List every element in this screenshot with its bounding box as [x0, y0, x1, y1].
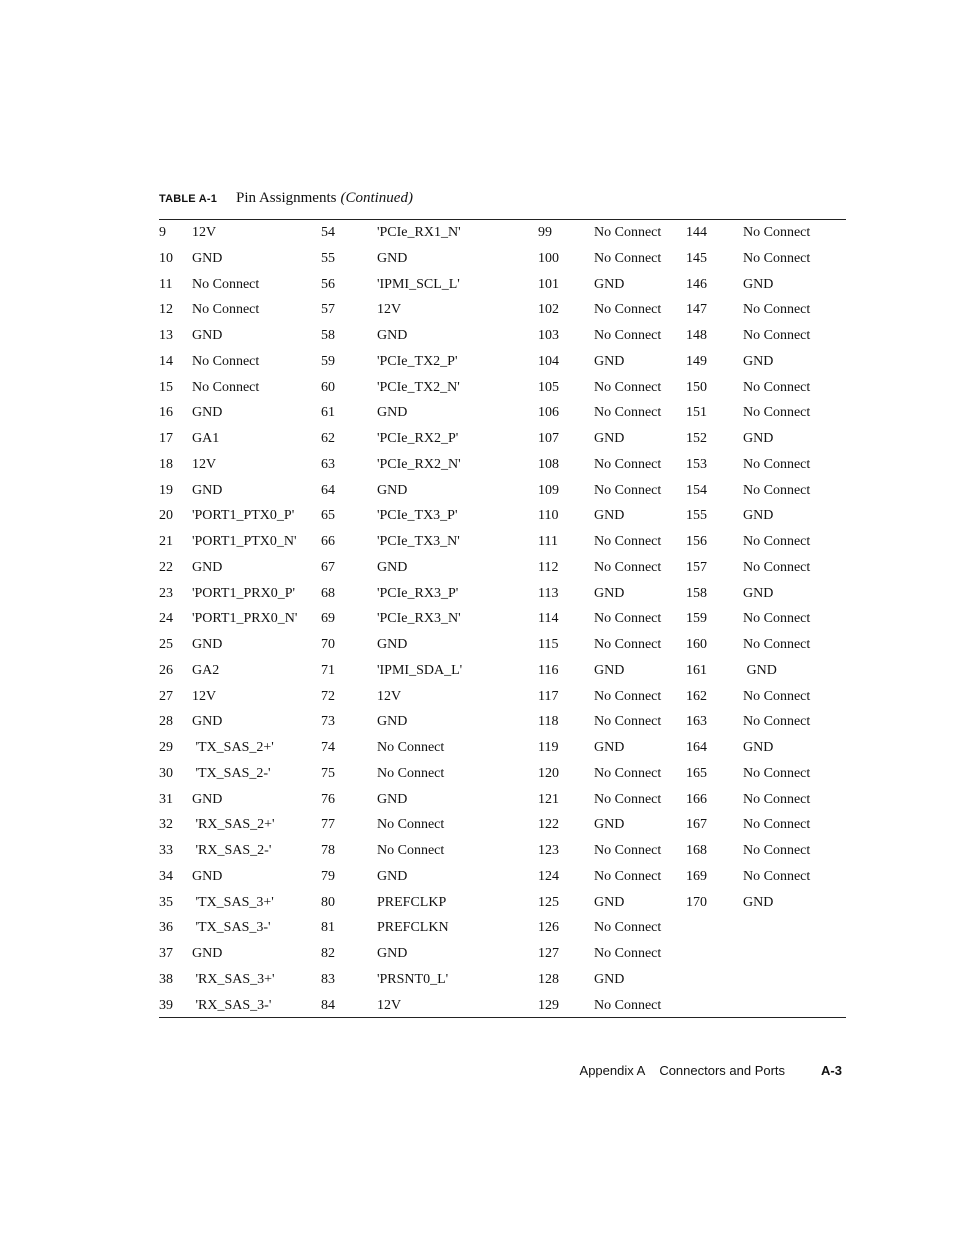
table-row: [159, 735, 846, 761]
pin-number: 164: [686, 740, 707, 755]
pin-signal: No Connect: [594, 534, 662, 549]
pin-number: 115: [538, 637, 559, 652]
pin-signal: GND: [743, 431, 774, 446]
pin-signal: 'RX_SAS_2-': [192, 843, 272, 858]
pin-number: 126: [538, 920, 559, 936]
pin-signal: GND: [377, 250, 408, 266]
footer-chapter: Connectors and Ports: [659, 1063, 786, 1078]
table-row: [159, 606, 846, 632]
pin-number: 70: [321, 637, 335, 652]
pin-signal: GND: [192, 946, 223, 961]
pin-number: 170: [686, 894, 707, 910]
pin-signal: 'RX_SAS_3+': [192, 971, 275, 987]
pin-number: 104: [538, 353, 559, 369]
pin-signal: 'IPMI_SDA_L': [377, 662, 463, 678]
pin-signal: GND: [743, 353, 774, 369]
pin-signal: GND: [192, 791, 223, 807]
pin-signal: No Connect: [594, 714, 662, 730]
table-row: [159, 890, 846, 916]
pin-signal: GND: [743, 740, 774, 755]
pin-number: 67: [321, 559, 335, 575]
pin-number: 12: [159, 302, 173, 318]
pin-number: 54: [321, 225, 335, 240]
pin-signal: No Connect: [594, 250, 662, 266]
pin-number: 30: [159, 765, 173, 781]
pin-number: 76: [321, 791, 335, 807]
pin-number: 110: [538, 508, 559, 524]
pin-signal: 12V: [192, 225, 217, 240]
pin-number: 69: [321, 611, 335, 627]
pin-number: 99: [538, 225, 552, 240]
pin-number: 122: [538, 817, 559, 833]
pin-signal: 'PCIe_TX3_P': [377, 508, 458, 524]
pin-number: 146: [686, 276, 707, 292]
table-row: [159, 658, 846, 684]
pin-signal: No Connect: [594, 482, 662, 498]
pin-signal: GND: [743, 894, 774, 910]
pin-signal: GND: [192, 250, 223, 266]
pin-number: 23: [159, 585, 173, 601]
pin-signal: GND: [377, 637, 408, 652]
pin-number: 78: [321, 843, 335, 858]
pin-number: 100: [538, 250, 559, 266]
pin-signal: GND: [594, 662, 625, 678]
pin-assignment-table: [159, 220, 846, 1018]
pin-number: 34: [159, 868, 173, 884]
pin-number: 77: [321, 817, 335, 833]
pin-signal: 'PORT1_PRX0_P': [192, 585, 296, 601]
pin-signal: No Connect: [743, 482, 811, 498]
table-caption: [159, 190, 413, 210]
pin-number: 108: [538, 456, 559, 472]
table-row: [159, 246, 846, 272]
pin-number: 101: [538, 276, 559, 292]
pin-signal: No Connect: [594, 379, 662, 395]
pin-number: 113: [538, 585, 559, 601]
pin-signal: No Connect: [743, 714, 811, 730]
table-row: [159, 297, 846, 323]
pin-number: 61: [321, 405, 335, 421]
pin-number: 155: [686, 508, 707, 524]
pin-signal: No Connect: [594, 843, 662, 858]
pin-number: 66: [321, 534, 335, 549]
pin-signal: No Connect: [594, 920, 662, 936]
pin-number: 58: [321, 328, 335, 343]
pin-signal: No Connect: [594, 225, 662, 240]
pin-number: 114: [538, 611, 559, 627]
table-row: [159, 478, 846, 504]
pin-signal: GND: [377, 482, 408, 498]
pin-signal: 'PCIe_TX3_N': [377, 534, 460, 549]
pin-number: 60: [321, 379, 335, 395]
footer-section: Appendix A: [579, 1063, 646, 1078]
pin-signal: No Connect: [743, 379, 811, 395]
table-row: [159, 812, 846, 838]
table-row: [159, 787, 846, 813]
pin-signal: No Connect: [192, 353, 260, 369]
pin-signal: GND: [594, 585, 625, 601]
pin-number: 18: [159, 456, 173, 472]
pin-number: 118: [538, 714, 559, 730]
pin-signal: GND: [594, 740, 625, 755]
table-row: [159, 400, 846, 426]
pin-number: 162: [686, 688, 707, 704]
pin-signal: GND: [377, 868, 408, 884]
pin-signal: 'PORT1_PRX0_N': [192, 611, 298, 627]
pin-number: 129: [538, 997, 559, 1013]
pin-signal: No Connect: [743, 637, 811, 652]
pin-number: 64: [321, 482, 335, 498]
pin-number: 144: [686, 225, 707, 240]
pin-number: 14: [159, 353, 173, 369]
pin-number: 160: [686, 637, 707, 652]
table-row: [159, 555, 846, 581]
pin-number: 105: [538, 379, 559, 395]
page-number: A-3: [821, 1063, 842, 1078]
pin-number: 37: [159, 946, 173, 961]
pin-signal: No Connect: [377, 843, 445, 858]
pin-signal: No Connect: [743, 302, 811, 318]
pin-signal: GND: [743, 276, 774, 292]
pin-signal: No Connect: [594, 791, 662, 807]
pin-signal: 'RX_SAS_2+': [192, 817, 275, 833]
pin-number: 156: [686, 534, 707, 549]
pin-number: 154: [686, 482, 707, 498]
pin-number: 112: [538, 559, 559, 575]
pin-signal: GND: [377, 328, 408, 343]
pin-signal: GND: [594, 971, 625, 987]
pin-signal: GND: [594, 353, 625, 369]
pin-number: 150: [686, 379, 707, 395]
pin-signal: 'PORT1_PTX0_N': [192, 534, 297, 549]
table-row: [159, 375, 846, 401]
pin-number: 28: [159, 714, 173, 730]
pin-number: 116: [538, 662, 559, 678]
table-bottom-rule: [159, 1017, 846, 1018]
pin-number: 148: [686, 328, 707, 343]
pin-signal: No Connect: [743, 843, 811, 858]
pin-number: 120: [538, 765, 559, 781]
pin-signal: GND: [594, 508, 625, 524]
pin-signal: 'PCIe_TX2_P': [377, 353, 458, 369]
pin-signal: No Connect: [192, 276, 260, 292]
pin-signal: PREFCLKN: [377, 920, 449, 936]
pin-signal: 'PCIe_RX2_P': [377, 431, 459, 446]
pin-number: 121: [538, 791, 559, 807]
pin-signal: No Connect: [377, 740, 445, 755]
pin-number: 38: [159, 971, 173, 987]
pin-signal: No Connect: [594, 997, 662, 1013]
pin-number: 102: [538, 302, 559, 318]
pin-number: 106: [538, 405, 559, 421]
pin-signal: No Connect: [743, 250, 811, 266]
pin-number: 62: [321, 431, 335, 446]
pin-number: 159: [686, 611, 707, 627]
pin-number: 32: [159, 817, 173, 833]
pin-number: 109: [538, 482, 559, 498]
pin-signal: 'PCIe_RX1_N': [377, 225, 461, 240]
pin-signal: GA2: [192, 662, 220, 678]
pin-number: 127: [538, 946, 559, 961]
pin-signal: No Connect: [743, 868, 811, 884]
pin-number: 128: [538, 971, 559, 987]
pin-number: 79: [321, 868, 335, 884]
pin-signal: 'PORT1_PTX0_P': [192, 508, 295, 524]
pin-number: 124: [538, 868, 559, 884]
pin-number: 145: [686, 250, 707, 266]
table-row: [159, 272, 846, 298]
pin-signal: No Connect: [743, 534, 811, 549]
pin-signal: No Connect: [743, 688, 811, 704]
pin-number: 169: [686, 868, 707, 884]
pin-number: 82: [321, 946, 335, 961]
table-row: [159, 838, 846, 864]
pin-number: 125: [538, 894, 559, 910]
pin-signal: No Connect: [377, 765, 445, 781]
pin-number: 59: [321, 353, 335, 369]
pin-signal: GND: [594, 817, 625, 833]
pin-signal: 'TX_SAS_2+': [192, 740, 274, 755]
pin-number: 158: [686, 585, 707, 601]
pin-number: 36: [159, 920, 173, 936]
pin-signal: GND: [192, 482, 223, 498]
pin-signal: No Connect: [377, 817, 445, 833]
pin-signal: No Connect: [743, 791, 811, 807]
pin-signal: GA1: [192, 431, 220, 446]
pin-number: 13: [159, 328, 173, 343]
pin-signal: 12V: [377, 302, 402, 318]
pin-number: 73: [321, 714, 335, 730]
pin-number: 119: [538, 740, 559, 755]
table-row: [159, 915, 846, 941]
pin-signal: No Connect: [594, 456, 662, 472]
pin-signal: No Connect: [743, 225, 811, 240]
table-continued: (Continued): [340, 190, 413, 206]
pin-number: 17: [159, 431, 173, 446]
pin-number: 35: [159, 894, 173, 910]
pin-number: 15: [159, 379, 173, 395]
pin-signal: 'TX_SAS_3-': [192, 920, 271, 936]
pin-signal: No Connect: [743, 817, 811, 833]
pin-number: 168: [686, 843, 707, 858]
pin-number: 147: [686, 302, 707, 318]
pin-number: 29: [159, 740, 173, 755]
pin-number: 161: [686, 662, 707, 678]
table-row: [159, 632, 846, 658]
pin-signal: GND: [192, 714, 223, 730]
page-footer: [580, 1063, 842, 1078]
table-row: [159, 529, 846, 555]
table-row: [159, 323, 846, 349]
pin-number: 20: [159, 508, 173, 524]
pin-number: 74: [321, 740, 335, 755]
pin-signal: No Connect: [743, 405, 811, 421]
pin-number: 25: [159, 637, 173, 652]
pin-signal: 12V: [192, 456, 217, 472]
pin-signal: GND: [594, 894, 625, 910]
table-row: [159, 581, 846, 607]
pin-number: 63: [321, 456, 335, 472]
table-row: [159, 761, 846, 787]
pin-number: 31: [159, 791, 173, 807]
table-row: [159, 967, 846, 993]
pin-signal: No Connect: [743, 765, 811, 781]
pin-signal: GND: [377, 791, 408, 807]
pin-signal: GND: [594, 431, 625, 446]
pin-signal: 12V: [192, 688, 217, 704]
table-row: [159, 684, 846, 710]
pin-signal: 'TX_SAS_2-': [192, 765, 271, 781]
pin-signal: GND: [192, 328, 223, 343]
pin-number: 55: [321, 250, 335, 266]
pin-signal: No Connect: [743, 611, 811, 627]
pin-number: 163: [686, 714, 707, 730]
pin-signal: GND: [743, 662, 777, 678]
pin-signal: 12V: [377, 688, 402, 704]
pin-number: 117: [538, 688, 559, 704]
pin-signal: GND: [192, 637, 223, 652]
pin-signal: GND: [594, 276, 625, 292]
pin-signal: GND: [743, 585, 774, 601]
table-row: [159, 220, 846, 246]
pin-signal: No Connect: [192, 302, 260, 318]
pin-number: 68: [321, 585, 335, 601]
pin-number: 75: [321, 765, 335, 781]
table-row: [159, 709, 846, 735]
pin-signal: 'PCIe_RX2_N': [377, 456, 461, 472]
pin-signal: No Connect: [594, 688, 662, 704]
pin-signal: GND: [192, 868, 223, 884]
pin-signal: 'PCIe_RX3_P': [377, 585, 459, 601]
table-row: [159, 941, 846, 967]
pin-number: 21: [159, 534, 173, 549]
table-row: [159, 864, 846, 890]
pin-number: 157: [686, 559, 707, 575]
pin-number: 165: [686, 765, 707, 781]
pin-signal: 'TX_SAS_3+': [192, 894, 274, 910]
pin-signal: GND: [192, 405, 223, 421]
pin-number: 81: [321, 920, 335, 936]
pin-number: 149: [686, 353, 707, 369]
pin-number: 153: [686, 456, 707, 472]
pin-signal: No Connect: [743, 328, 811, 343]
pin-number: 107: [538, 431, 559, 446]
pin-number: 103: [538, 328, 559, 343]
pin-signal: No Connect: [594, 765, 662, 781]
table-row: [159, 452, 846, 478]
pin-signal: 'PCIe_RX3_N': [377, 611, 461, 627]
pin-signal: No Connect: [594, 559, 662, 575]
pin-number: 152: [686, 431, 707, 446]
pin-number: 57: [321, 302, 335, 318]
pin-number: 84: [321, 997, 335, 1013]
pin-number: 22: [159, 559, 173, 575]
pin-signal: 'PCIe_TX2_N': [377, 379, 460, 395]
pin-signal: No Connect: [192, 379, 260, 395]
pin-signal: No Connect: [594, 868, 662, 884]
pin-signal: No Connect: [594, 302, 662, 318]
pin-signal: 'IPMI_SCL_L': [377, 276, 460, 292]
table-row: [159, 426, 846, 452]
pin-signal: GND: [377, 405, 408, 421]
pin-signal: No Connect: [743, 456, 811, 472]
pin-number: 71: [321, 662, 335, 678]
pin-signal: 'PRSNT0_L': [377, 971, 449, 987]
pin-signal: GND: [192, 559, 223, 575]
pin-signal: 12V: [377, 997, 402, 1013]
table-row: [159, 503, 846, 529]
pin-number: 56: [321, 276, 335, 292]
pin-number: 11: [159, 276, 173, 292]
pin-number: 167: [686, 817, 707, 833]
table-row: [159, 993, 846, 1019]
table-label: TABLE A-1: [159, 193, 218, 205]
pin-number: 27: [159, 688, 173, 704]
table-row: [159, 349, 846, 375]
pin-number: 166: [686, 791, 707, 807]
pin-number: 83: [321, 971, 335, 987]
pin-signal: No Connect: [594, 328, 662, 343]
pin-signal: No Connect: [594, 611, 662, 627]
pin-number: 19: [159, 482, 173, 498]
pin-signal: No Connect: [743, 559, 811, 575]
pin-signal: GND: [377, 946, 408, 961]
pin-number: 10: [159, 250, 173, 266]
pin-number: 9: [159, 225, 166, 240]
pin-number: 39: [159, 997, 173, 1013]
pin-number: 26: [159, 662, 173, 678]
pin-number: 80: [321, 894, 335, 910]
pin-number: 151: [686, 405, 707, 421]
pin-signal: GND: [377, 559, 408, 575]
pin-number: 33: [159, 843, 173, 858]
pin-number: 123: [538, 843, 559, 858]
pin-signal: GND: [743, 508, 774, 524]
pin-signal: GND: [377, 714, 408, 730]
pin-number: 72: [321, 688, 335, 704]
pin-signal: 'RX_SAS_3-': [192, 997, 272, 1013]
pin-number: 24: [159, 611, 173, 627]
pin-signal: PREFCLKP: [377, 894, 447, 910]
pin-number: 16: [159, 405, 173, 421]
pin-signal: No Connect: [594, 405, 662, 421]
table-title: Pin Assignments: [236, 190, 337, 206]
pin-number: 111: [538, 534, 558, 549]
pin-number: 65: [321, 508, 335, 524]
pin-signal: No Connect: [594, 637, 662, 652]
pin-signal: No Connect: [594, 946, 662, 961]
